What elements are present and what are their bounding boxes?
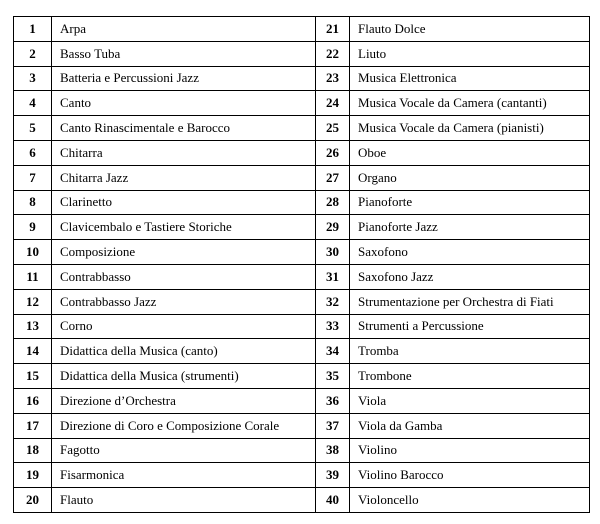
right-number-cell: 34 [316,339,350,364]
left-name-cell: Fagotto [52,438,316,463]
left-name-cell: Chitarra Jazz [52,165,316,190]
table-row [14,314,590,339]
left-name-cell: Clarinetto [52,190,316,215]
left-number-cell: 10 [14,240,52,265]
right-name-cell: Violoncello [350,488,590,513]
left-name-cell: Corno [52,314,316,339]
table-row [14,488,590,513]
left-number-cell: 16 [14,388,52,413]
right-name-cell: Violino Barocco [350,463,590,488]
left-name-cell: Arpa [52,17,316,42]
right-name-cell: Viola da Gamba [350,413,590,438]
left-name-cell: Contrabbasso Jazz [52,289,316,314]
right-number-cell: 31 [316,264,350,289]
right-name-cell: Oboe [350,140,590,165]
table-row [14,413,590,438]
right-name-cell: Tromba [350,339,590,364]
left-number-cell: 11 [14,264,52,289]
right-number-cell: 35 [316,364,350,389]
table-row [14,66,590,91]
left-number-cell: 13 [14,314,52,339]
table-row [14,339,590,364]
right-name-cell: Musica Elettronica [350,66,590,91]
right-number-cell: 39 [316,463,350,488]
right-name-cell: Flauto Dolce [350,17,590,42]
left-name-cell: Clavicembalo e Tastiere Storiche [52,215,316,240]
left-name-cell: Canto Rinascimentale e Barocco [52,116,316,141]
right-name-cell: Organo [350,165,590,190]
table-row [14,264,590,289]
right-name-cell: Saxofono Jazz [350,264,590,289]
left-name-cell: Contrabbasso [52,264,316,289]
left-number-cell: 5 [14,116,52,141]
table-row [14,190,590,215]
left-name-cell: Fisarmonica [52,463,316,488]
left-name-cell: Didattica della Musica (strumenti) [52,364,316,389]
right-number-cell: 38 [316,438,350,463]
left-name-cell: Direzione d’Orchestra [52,388,316,413]
right-number-cell: 22 [316,41,350,66]
right-number-cell: 23 [316,66,350,91]
right-number-cell: 33 [316,314,350,339]
table-row [14,438,590,463]
right-name-cell: Pianoforte [350,190,590,215]
right-number-cell: 36 [316,388,350,413]
table-row [14,215,590,240]
right-number-cell: 24 [316,91,350,116]
right-name-cell: Strumenti a Percussione [350,314,590,339]
table-row [14,289,590,314]
right-name-cell: Strumentazione per Orchestra di Fiati [350,289,590,314]
right-name-cell: Musica Vocale da Camera (pianisti) [350,116,590,141]
left-number-cell: 1 [14,17,52,42]
left-name-cell: Didattica della Musica (canto) [52,339,316,364]
table-row [14,91,590,116]
right-number-cell: 25 [316,116,350,141]
right-name-cell: Saxofono [350,240,590,265]
right-number-cell: 26 [316,140,350,165]
left-number-cell: 8 [14,190,52,215]
right-name-cell: Violino [350,438,590,463]
instruments-table-body [14,17,590,513]
right-number-cell: 28 [316,190,350,215]
instruments-table [13,16,590,513]
left-number-cell: 4 [14,91,52,116]
right-number-cell: 32 [316,289,350,314]
left-name-cell: Canto [52,91,316,116]
left-number-cell: 2 [14,41,52,66]
left-name-cell: Direzione di Coro e Composizione Corale [52,413,316,438]
left-name-cell: Composizione [52,240,316,265]
right-number-cell: 21 [316,17,350,42]
left-number-cell: 9 [14,215,52,240]
right-name-cell: Viola [350,388,590,413]
table-row [14,165,590,190]
left-number-cell: 3 [14,66,52,91]
left-number-cell: 20 [14,488,52,513]
left-number-cell: 19 [14,463,52,488]
table-row [14,41,590,66]
left-name-cell: Batteria e Percussioni Jazz [52,66,316,91]
right-number-cell: 29 [316,215,350,240]
left-number-cell: 18 [14,438,52,463]
left-number-cell: 12 [14,289,52,314]
table-row [14,388,590,413]
left-number-cell: 6 [14,140,52,165]
table-row [14,140,590,165]
right-number-cell: 37 [316,413,350,438]
left-number-cell: 17 [14,413,52,438]
left-name-cell: Basso Tuba [52,41,316,66]
left-name-cell: Chitarra [52,140,316,165]
table-row [14,364,590,389]
table-row [14,463,590,488]
table-row [14,17,590,42]
right-number-cell: 27 [316,165,350,190]
table-row [14,240,590,265]
clipped-header-text [0,0,600,5]
left-name-cell: Flauto [52,488,316,513]
right-name-cell: Musica Vocale da Camera (cantanti) [350,91,590,116]
right-number-cell: 40 [316,488,350,513]
left-number-cell: 14 [14,339,52,364]
left-number-cell: 7 [14,165,52,190]
right-name-cell: Pianoforte Jazz [350,215,590,240]
left-number-cell: 15 [14,364,52,389]
right-number-cell: 30 [316,240,350,265]
right-name-cell: Trombone [350,364,590,389]
right-name-cell: Liuto [350,41,590,66]
table-row [14,116,590,141]
